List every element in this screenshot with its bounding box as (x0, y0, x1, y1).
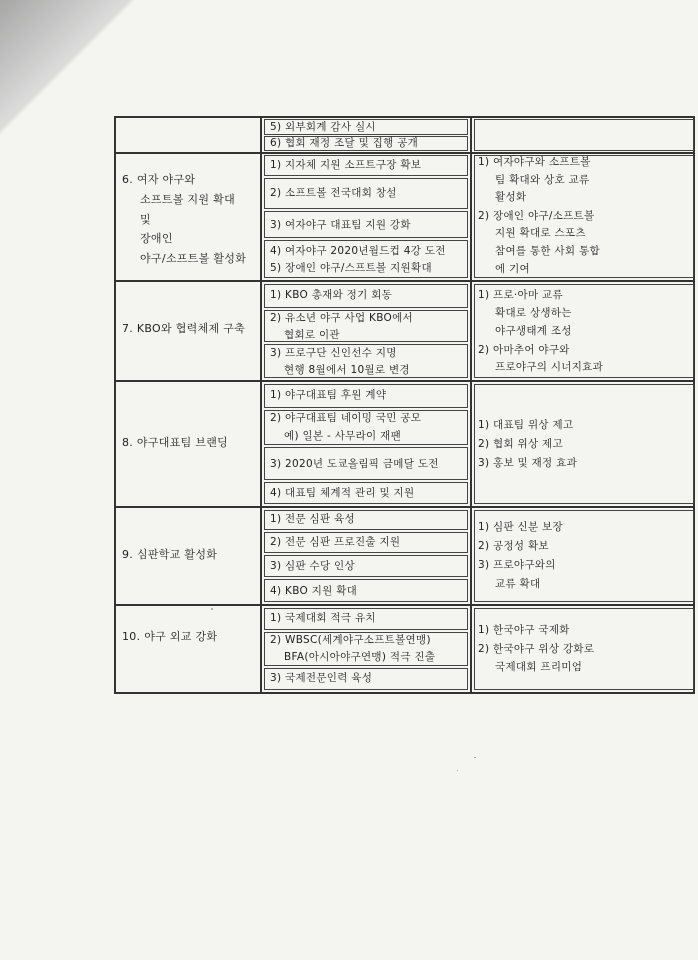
effect-text: 1) 프로·아마 교류 (478, 289, 563, 301)
row-divider (116, 604, 693, 606)
effect-text: 1) 대표팀 위상 제고 (478, 419, 574, 431)
item-text: 3) 프로구단 신인선수 지명 (270, 347, 397, 359)
item-text: 3) 국제전문인력 육성 (270, 672, 373, 684)
item-text: 4) 대표팀 체계적 관리 및 지원 (270, 487, 415, 499)
effect-box (474, 119, 694, 151)
effect-text: 국제대회 프리미엄 (495, 661, 583, 673)
item-text: 2) 전문 심판 프로진출 지원 (270, 536, 401, 548)
section-title: 장애인 (140, 232, 173, 245)
item-text: 현행 8월에서 10월로 변경 (284, 364, 410, 376)
item-text: 1) 전문 심판 육성 (270, 513, 355, 525)
item-text: 1) 야구대표팀 후원 계약 (270, 389, 387, 401)
item-text: 1) 지자체 지원 소프트구장 확보 (270, 159, 422, 171)
scan-speck (457, 770, 458, 771)
item-text: 4) 여자야구 2020년월드컵 4강 도전 (270, 245, 446, 257)
effect-text: 야구생태계 조성 (495, 325, 572, 337)
effect-text: 2) 장애인 야구/소프트볼 (478, 210, 595, 222)
effect-text: 3) 홍보 및 재정 효과 (478, 457, 578, 469)
item-text: 5) 장애인 야구/스프트볼 지원확대 (270, 262, 432, 274)
item-text: 3) 2020년 도쿄올림픽 금메달 도전 (270, 458, 439, 470)
effect-text: 2) 협회 위상 제고 (478, 438, 563, 450)
effect-text: 2) 공정성 확보 (478, 540, 549, 552)
effect-text: 지원 확대로 스포츠 (495, 227, 586, 239)
item-text: 4) KBO 지원 확대 (270, 585, 358, 597)
item-text: 2) 유소년 야구 사업 KBO에서 (270, 312, 413, 324)
effect-text: 교류 확대 (495, 578, 541, 590)
effect-text: 참여를 통한 사회 통합 (495, 245, 600, 257)
item-text: 5) 외부회계 감사 실시 (270, 121, 376, 133)
section-title: 소프트볼 지원 확대 (140, 193, 236, 206)
section-title: 6. 여자 야구와 (122, 173, 196, 186)
item-text: BFA(아시아야구연맹) 적극 진출 (284, 651, 436, 663)
effect-text: 확대로 상생하는 (495, 307, 572, 319)
scan-speck (211, 608, 213, 610)
section-title: 10. 야구 외교 강화 (122, 630, 218, 643)
effect-text: 1) 여자야구와 소프트볼 (478, 156, 591, 168)
policy-table (114, 116, 695, 694)
section-title: 7. KBO와 협력체제 구축 (122, 322, 246, 335)
item-text: 3) 여자야구 대표팀 지원 강화 (270, 219, 411, 231)
item-text: 3) 심판 수당 인상 (270, 560, 355, 572)
item-text: 1) 국제대회 적극 유치 (270, 612, 376, 624)
effect-text: 2) 한국야구 위상 강화로 (478, 643, 595, 655)
item-text: 2) 소프트볼 전국대회 창설 (270, 187, 397, 199)
effect-text: 1) 한국야구 국제화 (478, 624, 570, 636)
item-text: 2) 야구대표팀 네이밍 국민 공모 (270, 412, 422, 424)
effect-text: 팀 확대와 상호 교류 (495, 174, 590, 186)
effect-text: 2) 아마추어 야구와 (478, 344, 570, 356)
effect-text: 1) 심판 신분 보장 (478, 521, 563, 533)
item-text: 6) 협회 재정 조달 및 집행 공개 (270, 137, 419, 149)
row-divider (116, 380, 693, 382)
row-divider (116, 506, 693, 508)
effect-text: 에 기여 (495, 263, 530, 275)
item-text: 1) KBO 총재와 정기 회동 (270, 289, 393, 301)
item-text: 협회로 이관 (284, 329, 340, 341)
section-title: 9. 심판학교 활성화 (122, 548, 218, 561)
effect-text: 활성화 (495, 191, 527, 203)
item-text: 예) 일본 - 사무라이 재팬 (284, 430, 402, 442)
section-title: 8. 야구대표팀 브랜딩 (122, 436, 229, 449)
scan-speck (474, 757, 476, 758)
row-divider (116, 152, 693, 154)
effect-text: 3) 프로야구와의 (478, 559, 556, 571)
row-divider (116, 280, 693, 282)
item-text: 2) WBSC(세계야구소프트볼연맹) (270, 634, 431, 646)
effect-text: 프로야구의 시너지효과 (495, 361, 604, 373)
section-title: 야구/소프트볼 활성화 (140, 252, 247, 265)
section-title: 및 (140, 213, 151, 226)
